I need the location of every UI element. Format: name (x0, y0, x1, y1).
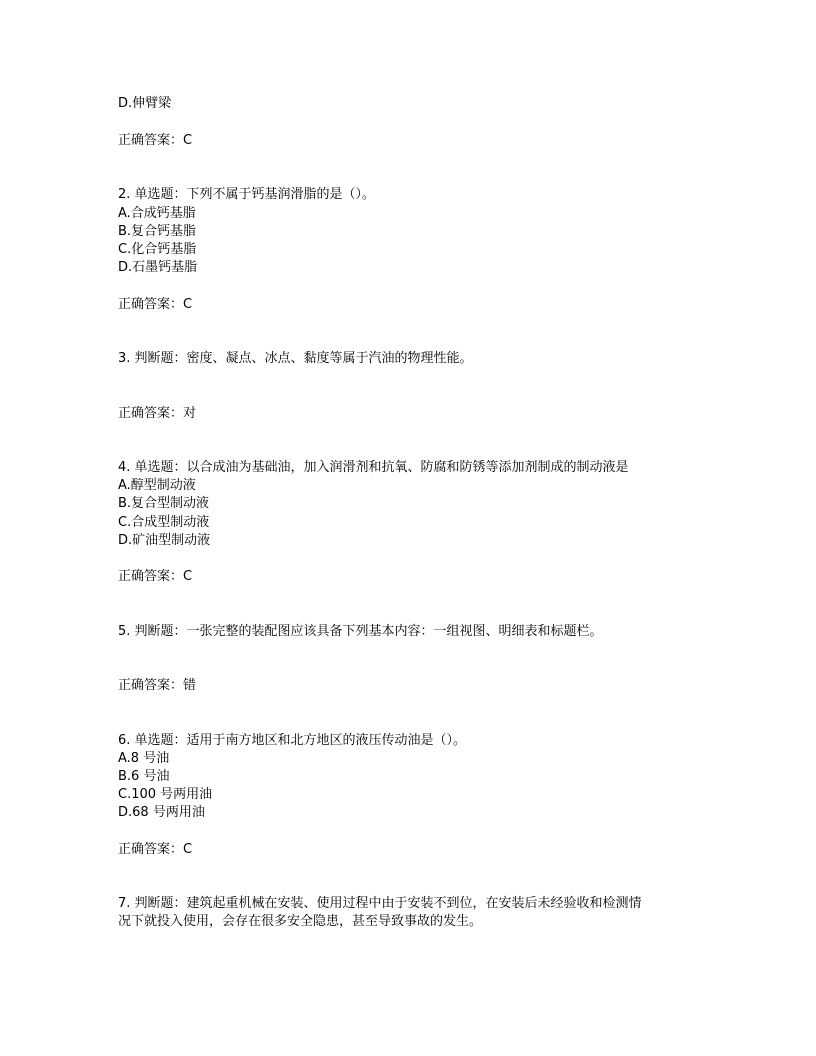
q1-answer: 正确答案：C (118, 133, 193, 148)
q6-option-b: B.6 号油 (118, 769, 170, 784)
q7-stem-line2: 况下就投入使用，会存在很多安全隐患，甚至导致事故的发生。 (118, 914, 483, 929)
q4-answer: 正确答案：C (118, 569, 193, 584)
q2-option-d: D.石墨钙基脂 (118, 260, 198, 275)
q4-option-a: A.醇型制动液 (118, 478, 196, 493)
q4-option-b: B.复合型制动液 (118, 496, 210, 511)
q4-option-d: D.矿油型制动液 (118, 533, 211, 548)
q2-option-b: B.复合钙基脂 (118, 224, 197, 239)
q3-stem: 3. 判断题：密度、凝点、冰点、黏度等属于汽油的物理性能。 (118, 351, 473, 366)
q6-stem: 6. 单选题：适用于南方地区和北方地区的液压传动油是（）。 (118, 733, 467, 748)
q7-stem-line1: 7. 判断题：建筑起重机械在安装、使用过程中由于安装不到位，在安装后未经验收和检测情 (118, 896, 642, 911)
q4-option-c: C.合成型制动液 (118, 515, 210, 530)
q2-option-c: C.化合钙基脂 (118, 242, 197, 257)
q2-option-a: A.合成钙基脂 (118, 206, 196, 221)
q2-stem: 2. 单选题：下列不属于钙基润滑脂的是（）。 (118, 187, 376, 202)
q6-option-c: C.100 号两用油 (118, 787, 213, 802)
q5-answer: 正确答案：错 (118, 678, 197, 693)
q6-option-d: D.68 号两用油 (118, 805, 205, 820)
q5-stem: 5. 判断题：一张完整的装配图应该具备下列基本内容：一组视图、明细表和标题栏。 (118, 624, 603, 639)
q3-answer: 正确答案：对 (118, 406, 197, 421)
q4-stem: 4. 单选题：以合成油为基础油，加入润滑剂和抗氧、防腐和防锈等添加剂制成的制动液是 (118, 460, 629, 475)
q2-answer: 正确答案：C (118, 297, 193, 312)
q6-option-a: A.8 号油 (118, 751, 170, 766)
q6-answer: 正确答案：C (118, 842, 193, 857)
q1-option-d: D.伸臂梁 (118, 96, 172, 111)
